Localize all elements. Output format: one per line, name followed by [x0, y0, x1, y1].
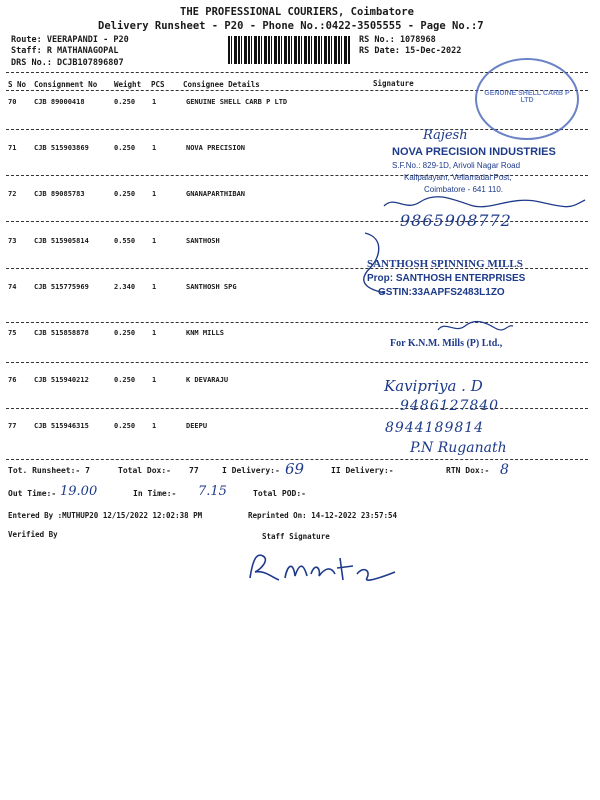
row-sno: 77: [8, 422, 17, 430]
col-weight: Weight: [114, 80, 142, 89]
row-weight: 0.250: [114, 329, 136, 337]
receiver-name-76: Kavipriya . D: [384, 377, 483, 395]
santhosh-stamp-gstin: GSTIN:33AAPFS2483L1ZO: [378, 287, 505, 298]
rtn-dox-label: RTN Dox:-: [446, 466, 490, 475]
row-consignee: NOVA PRECISION: [186, 144, 246, 152]
col-sno: S No: [8, 80, 27, 89]
in-time-label: In Time:-: [133, 489, 177, 498]
row-pcs: 1: [152, 376, 157, 384]
ii-delivery-label: II Delivery:-: [331, 466, 394, 475]
total-pod-label: Total POD:-: [253, 489, 306, 498]
row-sno: 73: [8, 237, 17, 245]
row-consignment: CJB 515775969: [34, 283, 89, 291]
row-consignment: CJB 515905814: [34, 237, 89, 245]
i-delivery-label: I Delivery:-: [222, 466, 280, 475]
row-pcs: 1: [152, 237, 157, 245]
col-consignment: Consignment No: [34, 80, 98, 89]
row-pcs: 1: [152, 98, 157, 106]
phone-row-76: 9486127840: [400, 398, 500, 414]
barcode: [228, 36, 350, 64]
col-signature: Signature: [373, 79, 414, 88]
row-weight: 0.250: [114, 422, 136, 430]
col-pcs: PCS: [151, 80, 165, 89]
signature-scribble-75: [435, 318, 515, 336]
row-sno: 70: [8, 98, 17, 106]
signature-row-71: Rajesh: [423, 128, 468, 143]
in-time-value: 7.15: [198, 484, 227, 499]
i-delivery-value: 69: [285, 460, 305, 478]
route: Route: VEERAPANDI - P20: [11, 35, 129, 45]
col-consignee: Consignee Details: [183, 80, 260, 89]
nova-stamp-address: S.F.No.: 829-1D, Arivoli Nagar Road: [392, 161, 521, 170]
out-time-value: 19.00: [60, 484, 98, 499]
row-consignment: CJB 89000418: [34, 98, 85, 106]
row-weight: 2.340: [114, 283, 136, 291]
row-pcs: 1: [152, 283, 157, 291]
nova-stamp-address: Coimbatore - 641 110.: [424, 185, 504, 194]
knm-stamp: For K.N.M. Mills (P) Ltd.,: [390, 338, 503, 349]
company-seal: GENUINE SHELL CARB P LTD: [475, 58, 579, 140]
runsheet-title: Delivery Runsheet - P20 - Phone No.:0422-3505555 - Page No.:7: [98, 20, 484, 32]
row-consignment: CJB 89085783: [34, 190, 85, 198]
row-consignee: KNM MILLS: [186, 329, 224, 337]
staff-signature-label: Staff Signature: [262, 532, 330, 541]
drs-number: DRS No.: DCJB107896807: [11, 58, 124, 68]
row-pcs: 1: [152, 422, 157, 430]
reprinted-on: Reprinted On: 14-12-2022 23:57:54: [248, 511, 398, 520]
row-consignment: CJB 515946315: [34, 422, 89, 430]
row-weight: 0.250: [114, 190, 136, 198]
company-name: THE PROFESSIONAL COURIERS, Coimbatore: [180, 6, 414, 18]
phone-row-72: 9865908772: [400, 211, 512, 230]
row-consignment: CJB 515903869: [34, 144, 89, 152]
row-sno: 75: [8, 329, 17, 337]
row-sno: 74: [8, 283, 17, 291]
row-pcs: 1: [152, 329, 157, 337]
row-sno: 72: [8, 190, 17, 198]
receiver-name-77: P.N Ruganath: [410, 440, 507, 456]
row-consignee: GNANAPARTHIBAN: [186, 190, 246, 198]
verified-by: Verified By: [8, 530, 58, 539]
nova-stamp-address: Kalipalayam, Vellamadai Post,: [404, 173, 512, 182]
phone-row-77: 8944189814: [385, 420, 485, 436]
staff: Staff: R MATHANAGOPAL: [11, 46, 119, 56]
entered-by: Entered By :MUTHUP20 12/15/2022 12:02:38 PM: [8, 511, 203, 520]
santhosh-stamp-prop: Prop: SANTHOSH ENTERPRISES: [367, 273, 526, 284]
tot-runsheet: Tot. Runsheet:- 7: [8, 466, 90, 475]
rs-number: RS No.: 1078968: [359, 35, 436, 45]
divider: [6, 362, 588, 363]
row-consignee: GENUINE SHELL CARB P LTD: [186, 98, 288, 106]
row-pcs: 1: [152, 144, 157, 152]
nova-stamp-name: NOVA PRECISION INDUSTRIES: [392, 146, 556, 158]
row-consignee: SANTHOSH: [186, 237, 220, 245]
row-consignee: SANTHOSH SPG: [186, 283, 237, 291]
rs-date: RS Date: 15-Dec-2022: [359, 46, 462, 56]
row-consignment: CJB 515858878: [34, 329, 89, 337]
rtn-dox-value: 8: [500, 462, 509, 478]
out-time-label: Out Time:-: [8, 489, 57, 498]
staff-signature: [245, 548, 405, 588]
row-consignee: K DEVARAJU: [186, 376, 229, 384]
row-weight: 0.250: [114, 376, 136, 384]
row-pcs: 1: [152, 190, 157, 198]
santhosh-stamp-name: SANTHOSH SPINNING MILLS: [367, 258, 523, 270]
divider: [6, 408, 588, 409]
total-dox-label: Total Dox:-: [118, 466, 171, 475]
row-sno: 71: [8, 144, 17, 152]
row-consignment: CJB 515940212: [34, 376, 89, 384]
row-weight: 0.550: [114, 237, 136, 245]
row-weight: 0.250: [114, 144, 136, 152]
row-consignee: DEEPU: [186, 422, 208, 430]
row-weight: 0.250: [114, 98, 136, 106]
row-sno: 76: [8, 376, 17, 384]
total-dox-value: 77: [189, 466, 199, 475]
